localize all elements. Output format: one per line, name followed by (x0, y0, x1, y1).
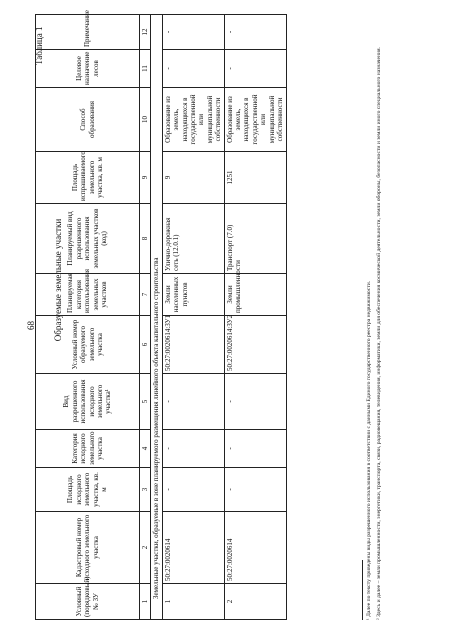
header-cell: Кадастровый номер исходного земельного участка (36, 512, 140, 584)
header-cell: Условный номер образуемого земельного участка (36, 316, 140, 374)
table-cell: Образование из земель, находящихся в государственной или муниципальной собственности (224, 88, 286, 152)
column-number: 5 (140, 374, 151, 430)
table-cell: 1 (162, 584, 224, 620)
section-title: Земельные участки, образуемые в зоне планируемого размещения линейного объекта капитального строительства (151, 15, 162, 620)
header-cell: Категория исходного земельного участка (36, 430, 140, 468)
column-number-row (140, 15, 151, 620)
table-cell: 50:27:0020614 (162, 512, 224, 584)
column-number: 3 (140, 468, 151, 512)
table-cell: - (224, 430, 286, 468)
table-cell: - (224, 374, 286, 430)
column-number: 2 (140, 512, 151, 584)
header-row (36, 15, 140, 620)
table-cell: 50:27:0020614 (224, 512, 286, 584)
header-cell: Примечание (36, 15, 140, 50)
table-cell: - (162, 15, 224, 50)
header-cell: Планируемая категория использования земельных участков (36, 274, 140, 316)
page-number: 68 (26, 321, 36, 330)
table-row (162, 15, 224, 620)
table-cell: 9 (162, 152, 224, 204)
header-cell: Способ образования (36, 88, 140, 152)
table-cell: Транспорт (7.0) (224, 204, 286, 274)
table-cell: 50:27:0020614:ЗУ1 (162, 316, 224, 374)
table-cell: Образование из земель, находящихся в государственной или муниципальной собственности (162, 88, 224, 152)
column-number: 1 (140, 584, 151, 620)
table-cell: Земли населенных пунктов (162, 274, 224, 316)
footnote-2: ² Здесь и далее – земли промышленности, энергетики, транспорта, связи, радиовещания, телевидения, информатики, земли для обеспечения космической деятельности, земли обороны, безопасности и земли иного специального назначения. (376, 47, 382, 620)
section-row (151, 15, 162, 620)
column-number: 10 (140, 88, 151, 152)
column-number: 9 (140, 152, 151, 204)
header-cell: Площадь исходного земельного участка, кв. м (36, 468, 140, 512)
table-cell: Земли промышленности (224, 274, 286, 316)
table-cell: - (162, 374, 224, 430)
table-row (224, 15, 286, 620)
column-number: 8 (140, 204, 151, 274)
column-number: 11 (140, 50, 151, 88)
column-number: 6 (140, 316, 151, 374)
column-number: 12 (140, 15, 151, 50)
header-cell: Целевое назначение лесов (36, 50, 140, 88)
table-cell: - (224, 468, 286, 512)
table-cell: - (162, 468, 224, 512)
land-plots-table (35, 10, 287, 620)
table-cell: - (162, 50, 224, 88)
footnote-1: ¹ Далее по тексту приведены виды разрешенного использования в соответствии с данными Единого государственного реестра недвижимости. (366, 280, 372, 620)
table-cell: - (162, 430, 224, 468)
table-label: Таблица 1 (34, 26, 44, 65)
header-cell: Вид разрешенного использования исходного земельного участка¹ (36, 374, 140, 430)
table-cell: 50:27:0020614:ЗУ2 (224, 316, 286, 374)
table-cell: Улично-дорожная сеть (12.0.1) (162, 204, 224, 274)
column-number: 7 (140, 274, 151, 316)
table-cell: - (224, 15, 286, 50)
header-cell: Площадь испрашиваемого земельного участка, кв. м (36, 152, 140, 204)
table-cell: 1251 (224, 152, 286, 204)
column-number: 4 (140, 430, 151, 468)
table-cell: - (224, 50, 286, 88)
header-cell: Условный (порядковый) № ЗУ (36, 584, 140, 620)
table-title: Образуемые земельные участки (53, 218, 63, 342)
header-cell: Планируемый вид разрешенного использования земельных участков (код) (36, 204, 140, 274)
table-cell: 2 (224, 584, 286, 620)
footnote-divider (362, 560, 363, 620)
